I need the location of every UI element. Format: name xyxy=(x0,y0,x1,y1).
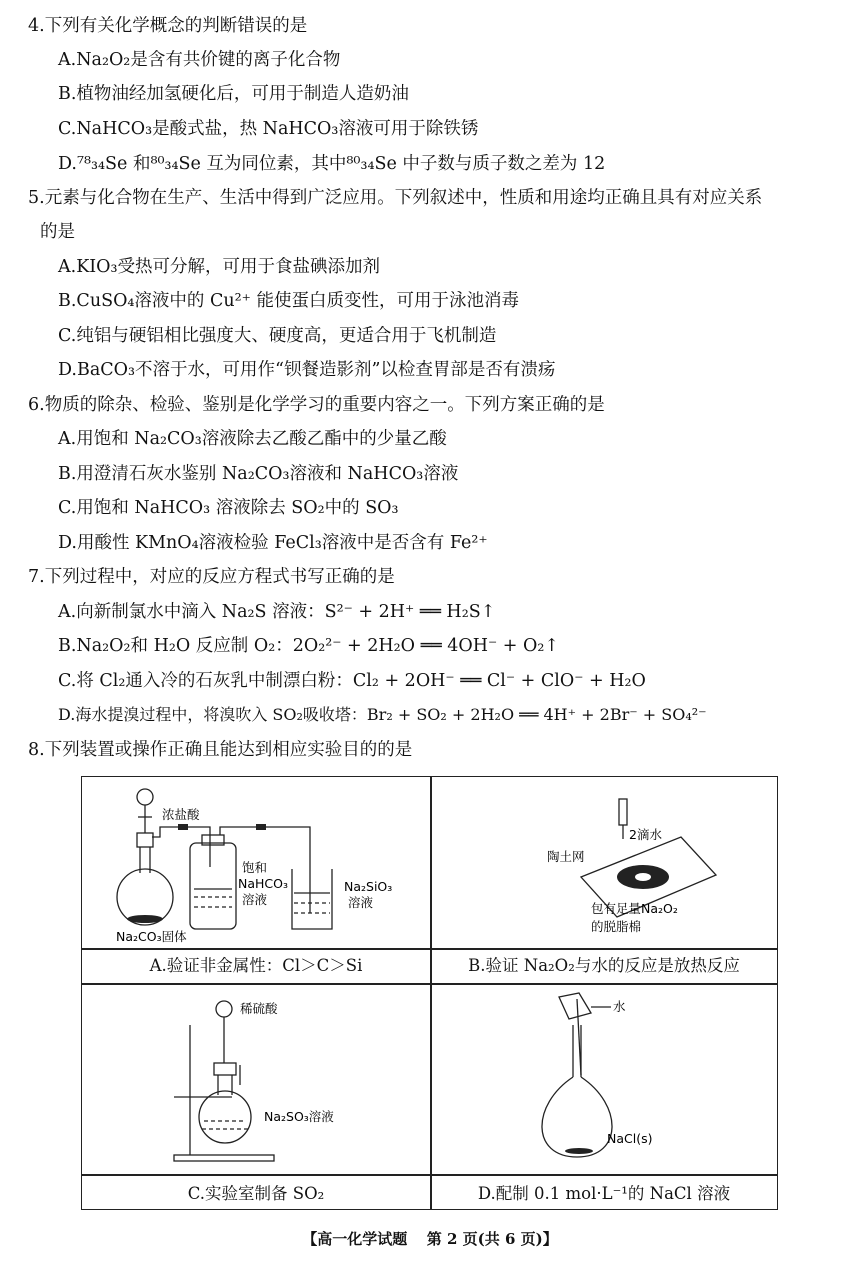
apparatus-b-diagram xyxy=(431,777,777,948)
apparatus-d-diagram xyxy=(431,985,777,1174)
caption-c: C.实验室制备 SO₂ xyxy=(187,1184,325,1203)
footer-title: 【高一化学试题 xyxy=(302,1230,408,1248)
question-5-stem: 5.元素与化合物在生产、生活中得到广泛应用。下列叙述中，性质和用途均正确且具有对应关系 xyxy=(28,188,763,208)
label-dilute-h2so4: 稀硫酸 xyxy=(240,1001,278,1016)
question-5-option-d: D.BaCO₃不溶于水，可用作“钡餐造影剂”以检查胃部是否有溃疡 xyxy=(58,360,556,380)
question-7-option-d: D.海水提溴过程中，将溴吹入 SO₂吸收塔：Br₂ + SO₂ + 2H₂O ══ 4H⁺ + 2Br⁻ + SO₄²⁻ xyxy=(58,705,707,724)
label-na2o2-cotton-1: 包有足量Na₂O₂ xyxy=(591,901,678,916)
label-solution-1: 溶液 xyxy=(242,892,268,907)
caption-b: B.验证 Na₂O₂与水的反应是放热反应 xyxy=(468,956,740,975)
label-nahco3: NaHCO₃ xyxy=(238,876,288,891)
question-5-stem-cont: 的是 xyxy=(40,222,75,242)
question-7-option-c: C.将 Cl₂通入冷的石灰乳中制漂白粉：Cl₂ + 2OH⁻ ══ Cl⁻ + ClO⁻ + H₂O xyxy=(58,671,646,691)
apparatus-a-diagram xyxy=(82,777,430,948)
question-6-option-d: D.用酸性 KMnO₄溶液检验 FeCl₃溶液中是否含有 Fe²⁺ xyxy=(58,533,488,553)
label-nacl-solid: NaCl(s) xyxy=(607,1131,653,1146)
label-na2sio3: Na₂SiO₃ xyxy=(344,879,393,894)
page-footer xyxy=(0,1228,860,1249)
label-conc-hcl: 浓盐酸 xyxy=(162,807,200,822)
question-4-stem: 4.下列有关化学概念的判断错误的是 xyxy=(28,16,308,36)
label-2-drops-water: 2滴水 xyxy=(629,827,662,842)
question-4-option-a: A.Na₂O₂是含有共价键的离子化合物 xyxy=(58,50,341,70)
question-5-option-b: B.CuSO₄溶液中的 Cu²⁺ 能使蛋白质变性，可用于泳池消毒 xyxy=(58,291,519,311)
question-4-option-c: C.NaHCO₃是酸式盐，热 NaHCO₃溶液可用于除铁锈 xyxy=(58,119,479,139)
question-7-stem: 7.下列过程中，对应的反应方程式书写正确的是 xyxy=(28,567,395,587)
caption-d: D.配制 0.1 mol·L⁻¹的 NaCl 溶液 xyxy=(477,1184,731,1203)
question-5-option-a: A.KIO₃受热可分解，可用于食盐碘添加剂 xyxy=(58,257,381,277)
question-5-option-c: C.纯铝与硬铝相比强度大、硬度高，更适合用于飞机制造 xyxy=(58,326,497,346)
question-4-option-d: D.⁷⁸₃₄Se 和⁸⁰₃₄Se 互为同位素，其中⁸⁰₃₄Se 中子数与质子数之差为 12 xyxy=(58,154,606,174)
question-6-option-b: B.用澄清石灰水鉴别 Na₂CO₃溶液和 NaHCO₃溶液 xyxy=(58,464,459,484)
question-6-stem: 6.物质的除杂、检验、鉴别是化学学习的重要内容之一。下列方案正确的是 xyxy=(28,395,605,415)
footer-page: 第 2 页(共 6 页)】 xyxy=(426,1230,558,1248)
label-clay-mesh: 陶土网 xyxy=(547,849,585,864)
label-saturated: 饱和 xyxy=(242,860,268,875)
question-6-option-c: C.用饱和 NaHCO₃ 溶液除去 SO₂中的 SO₃ xyxy=(58,498,399,518)
label-na2so3-solution: Na₂SO₃溶液 xyxy=(264,1109,334,1124)
label-solution-2: 溶液 xyxy=(348,895,374,910)
question-6-option-a: A.用饱和 Na₂CO₃溶液除去乙酸乙酯中的少量乙酸 xyxy=(58,429,447,449)
caption-a: A.验证非金属性：Cl＞C＞Si xyxy=(149,956,363,975)
label-water: 水 xyxy=(613,999,626,1014)
question-7-option-b: B.Na₂O₂和 H₂O 反应制 O₂：2O₂²⁻ + 2H₂O ══ 4OH⁻ + O₂↑ xyxy=(58,636,560,656)
question-7-option-a: A.向新制氯水中滴入 Na₂S 溶液：S²⁻ + 2H⁺ ══ H₂S↑ xyxy=(58,602,496,622)
label-na2co3-solid: Na₂CO₃固体 xyxy=(116,929,187,944)
apparatus-table xyxy=(81,776,778,1210)
apparatus-c-diagram xyxy=(82,985,430,1174)
question-8-stem: 8.下列装置或操作正确且能达到相应实验目的的是 xyxy=(28,740,413,760)
question-4-option-b: B.植物油经加氢硬化后，可用于制造人造奶油 xyxy=(58,84,409,104)
label-na2o2-cotton-2: 的脱脂棉 xyxy=(591,919,642,934)
